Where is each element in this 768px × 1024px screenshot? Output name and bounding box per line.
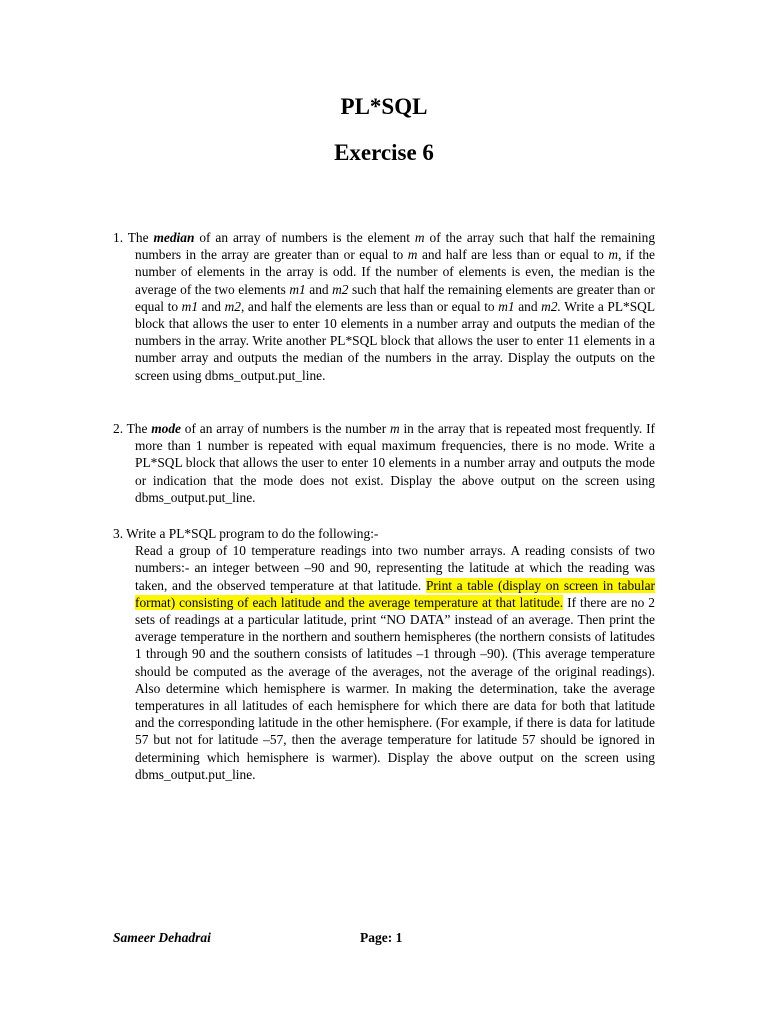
var-m2: m2: [332, 281, 349, 297]
var-m1: m1: [289, 281, 306, 297]
var-m1: m1: [181, 298, 199, 314]
var-m: m: [414, 230, 425, 245]
question-3-number: 3.: [113, 526, 124, 541]
question-1-text: [113, 229, 655, 384]
q3-intro-text: Write a PL*SQL program to do the following:-: [126, 526, 379, 541]
term-mode: mode: [151, 421, 181, 436]
question-2: [113, 420, 655, 506]
footer-page-number: Page: 1: [360, 930, 403, 945]
q1-text-3: of the array such that half the remaining numbers in the array are greater than or equal to: [135, 230, 656, 263]
question-3: [113, 525, 655, 783]
var-m: m: [608, 247, 619, 263]
term-median: median: [153, 230, 195, 245]
q1-text-1: The: [127, 230, 154, 245]
var-m: m: [407, 247, 418, 263]
question-1-number: 1.: [113, 230, 124, 245]
document-subtitle: Exercise 6: [334, 140, 434, 165]
q2-text-2: of an array of numbers is the number: [180, 421, 390, 436]
question-2-number: 2.: [113, 421, 124, 436]
q1-text-11: Write a PL*SQL block that allows the user to enter 10 elements in a number array and outputs the median of the numbers in the array. Write another PL*SQL block that allows the user to enter 11 elements in a number array and outputs the median of the numbers in the array. Display the outputs on the screen using dbms_output.put_line.: [135, 298, 655, 383]
q1-text-4: and half are less than or equal to: [417, 247, 609, 263]
q1-text-8: and: [198, 298, 225, 314]
footer-author: Sameer Dehadrai: [113, 930, 211, 945]
question-2-text: [113, 420, 655, 506]
var-m1: m1: [498, 298, 515, 314]
q1-text-9: , and half the elements are less than or equal to: [240, 298, 499, 314]
q3-text-2: If there are no 2 sets of readings at a particular latitude, print “NO DATA” instead of an average. Then print the average temperature in the northern and southern hemispheres (the northern consists of latitudes 1 through 90 and the southern consists of latitudes –1 through –90). (This average temperature should be computed as the average of the averages, not the average of the original readings). Also determine which hemisphere is warmer. In making the determination, take the average temperatures in all latitudes of each hemisphere for which there are data for both that latitude and the corresponding latitude in the other hemisphere. (For example, if there is data for latitude 57 but not for latitude –57, then the average temperature for latitude 57 should be ignored in determining which hemisphere is warmer). Display the above output on the screen using dbms_output.put_line.: [135, 594, 655, 782]
q2-text-3: in the array that is repeated most frequently. If more than 1 number is repeated with equal maximum frequencies, there is no mode. Write a PL*SQL block that allows the user to enter 10 elements in a number array and outputs the mode or indication that the mode does not exist. Display the above output on the screen using dbms_output.put_line.: [135, 421, 655, 505]
var-m2: m2.: [541, 298, 561, 314]
question-1: [113, 229, 655, 384]
question-3-intro: [113, 525, 655, 542]
highlighted-text: Print a table (display on screen in tabular format) consisting of each latitude and the average temperature at that latitude.: [135, 577, 655, 610]
q1-text-6: and: [305, 281, 333, 297]
q3-text-1: Read a group of 10 temperature readings into two number arrays. A reading consists of two numbers:- an integer between –90 and 90, representing the latitude at which the reading was taken, and the observed temperature at that latitude.: [135, 543, 655, 593]
question-3-text: [113, 542, 655, 783]
q1-text-10: and: [514, 298, 542, 314]
q2-text-1: The: [126, 421, 152, 436]
var-m: m: [389, 421, 400, 436]
var-m2: m2: [224, 298, 241, 314]
q1-text-5: , if the number of elements in the array is odd. If the number of elements is even, the median is the average of the two elements: [135, 247, 655, 297]
q1-text-2: of an array of numbers is the element: [194, 230, 415, 245]
document-title: PL*SQL: [340, 94, 428, 119]
q1-text-7: such that half the remaining elements are greater than or equal to: [135, 281, 655, 314]
